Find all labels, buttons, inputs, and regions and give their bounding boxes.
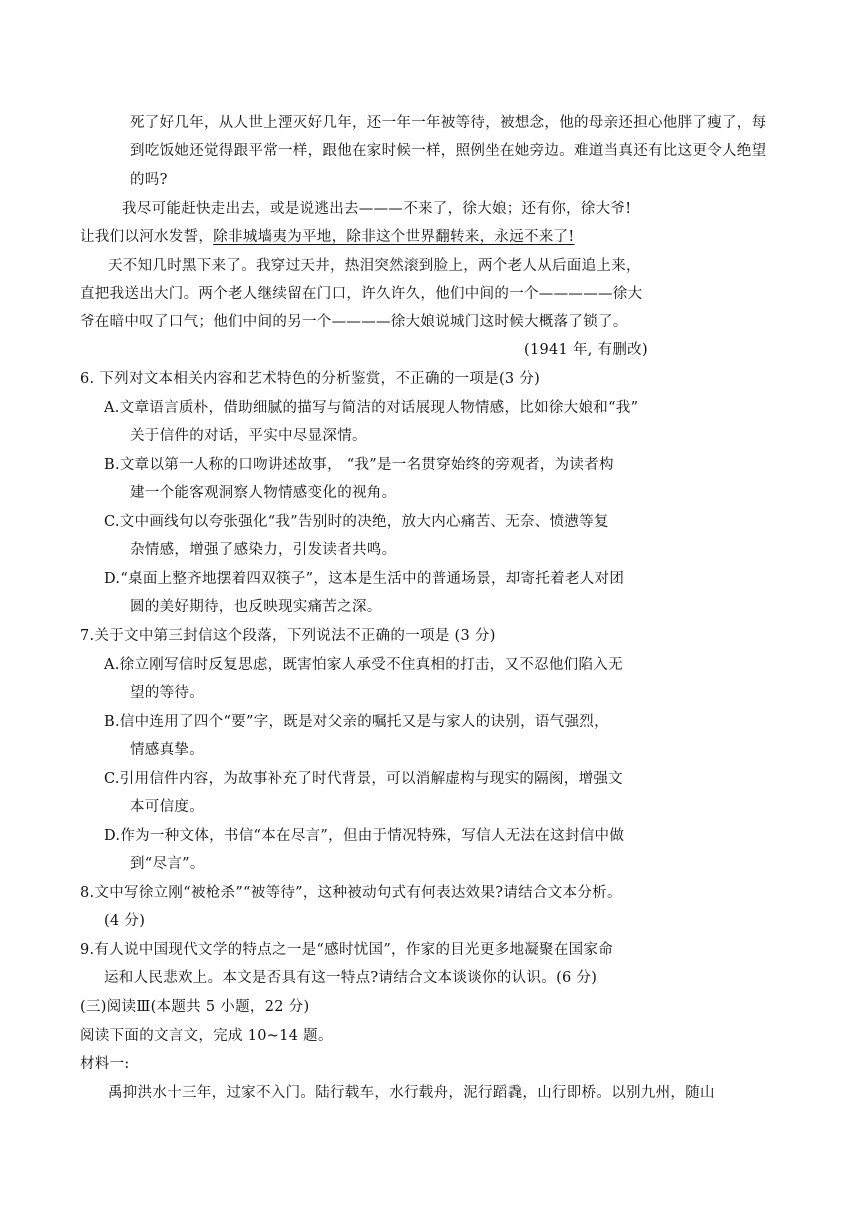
q7-option-c-cont: 本可信度。	[130, 799, 204, 815]
passage-line: 我尽可能赶快走出去，或是说逃出去———不来了，徐大娘；还有你，徐大爷!	[122, 201, 632, 217]
question-8: 8.文中写徐立刚“被枪杀”“被等待”，这种被动句式有何表达效果?请结合文本分析。	[80, 885, 622, 901]
question-6-stem: 6. 下列对文本相关内容和艺术特色的分析鉴赏，不正确的一项是(3 分)	[80, 371, 541, 387]
q6-option-c-cont: 杂情感，增强了感染力，引发读者共鸣。	[130, 542, 397, 558]
passage-line: 爷在暗中叹了口气；他们中间的另一个————徐大娘说城门这时候大概落了锁了。	[80, 314, 628, 330]
q6-option-b-cont: 建一个能客观洞察人物情感变化的视角。	[130, 485, 397, 501]
passage-line: 的吗?	[130, 172, 168, 188]
material-text: 禹抑洪水十三年，过家不入门。陆行载车，水行载舟，泥行蹈毳，山行即桥。以别九州，随山	[108, 1085, 715, 1101]
question-9: 9.有人说中国现代文学的特点之一是“感时忧国”，作家的目光更多地凝聚在国家命	[80, 942, 614, 958]
question-9-cont: 运和人民悲欢上。本文是否具有这一特点?请结合文本谈谈你的认识。(6 分)	[104, 970, 598, 986]
material-label: 材料一:	[80, 1056, 130, 1072]
source-note: (1941 年, 有删改)	[524, 342, 648, 358]
q7-option-c: C.引用信件内容，为故事补充了时代背景，可以消解虚构与现实的隔阂，增强文	[104, 771, 623, 787]
q6-option-c: C.文中画线句以夸张强化“我”告别时的决绝，放大内心痛苦、无奈、愤懑等复	[104, 514, 609, 530]
q6-option-a-cont: 关于信件的对话，平实中尽显深情。	[130, 428, 367, 444]
passage-text: 让我们以河水发誓，	[80, 229, 214, 245]
underlined-sentence: 除非城墙夷为平地，除非这个世界翻转来，永远不来了!	[213, 229, 575, 245]
passage-line: 死了好几年，从人世上湮灭好几年，还一年一年被等待，被想念，他的母亲还担心他胖了瘦了，每	[130, 115, 767, 131]
passage-line: 到吃饭她还觉得跟平常一样，跟他在家时候一样，照例坐在她旁边。难道当真还有比这更令人绝望	[130, 143, 767, 159]
q6-option-b: B.文章以第一人称的口吻讲述故事， “我”是一名贯穿始终的旁观者，为读者构	[104, 457, 614, 473]
q7-option-b-cont: 情感真挚。	[130, 742, 204, 758]
q7-option-d-cont: 到“尽言”。	[130, 856, 205, 872]
q7-option-a: A.徐立刚写信时反复思虑，既害怕家人承受不住真相的打击，又不忍他们陷入无	[104, 657, 623, 673]
question-7-stem: 7.关于文中第三封信这个段落，下列说法不正确的一项是 (3 分)	[80, 628, 496, 644]
q6-option-a: A.文章语言质朴，借助细腻的描写与简洁的对话展现人物情感，比如徐大娘和“我”	[104, 400, 639, 416]
passage-line: 天不知几时黑下来了。我穿过天井，热泪突然滚到脸上，两个老人从后面追上来，	[108, 258, 641, 274]
section-instruction: 阅读下面的文言文，完成 10~14 题。	[80, 1028, 333, 1044]
section-heading: (三)阅读Ⅲ(本题共 5 小题，22 分)	[80, 999, 310, 1015]
question-8-points: (4 分)	[104, 913, 146, 929]
passage-line	[80, 227, 575, 247]
q7-option-a-cont: 望的等待。	[130, 685, 204, 701]
q7-option-d: D.作为一种文体，书信“本在尽言”，但由于情况特殊，写信人无法在这封信中做	[104, 828, 625, 844]
passage-line: 直把我送出大门。两个老人继续留在门口，许久许久，他们中间的一个—————徐大	[80, 286, 643, 302]
q6-option-d: D.“桌面上整齐地摆着四双筷子”，这本是生活中的普通场景，却寄托着老人对团	[104, 571, 625, 587]
q7-option-b: B.信中连用了四个“要”字，既是对父亲的嘱托又是与家人的诀别，语气强烈，	[104, 714, 609, 730]
q6-option-d-cont: 圆的美好期待，也反映现实痛苦之深。	[130, 599, 382, 615]
